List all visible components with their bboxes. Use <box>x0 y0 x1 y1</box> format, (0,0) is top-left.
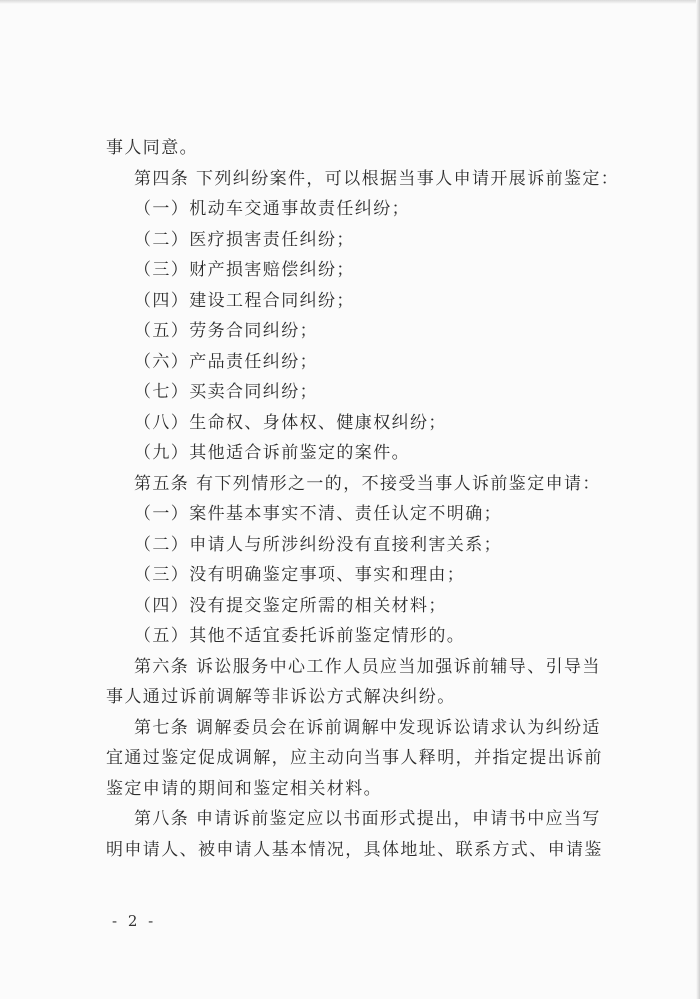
article-5-item-4: （四）没有提交鉴定所需的相关材料； <box>134 595 447 616</box>
article-4-item-6: （六）产品责任纠纷； <box>134 351 318 372</box>
article-4-item-7: （七）买卖合同纠纷； <box>134 382 318 402</box>
article-4-item-5: （五）劳务合同纠纷； <box>134 321 318 341</box>
text-line-continuation: 事人同意。 <box>106 138 198 158</box>
article-7-line-2: 宜通过鉴定促成调解，应主动向当事人释明，并指定提出诉前 <box>106 748 603 768</box>
article-5-item-5: （五）其他不适宜委托诉前鉴定情形的。 <box>134 626 466 646</box>
article-7-line-3: 鉴定申请的期间和鉴定相关材料。 <box>106 778 382 799</box>
article-4-heading: 第四条 下列纠纷案件，可以根据当事人申请开展诉前鉴定： <box>134 168 620 189</box>
article-5-heading: 第五条 有下列情形之一的，不接受当事人诉前鉴定申请： <box>134 473 601 494</box>
article-8-line-1: 第八条 申请诉前鉴定应以书面形式提出，申请书中应当写 <box>134 809 601 829</box>
article-6-line-2: 事人通过诉前调解等非诉讼方式解决纠纷。 <box>106 687 456 707</box>
article-4-item-3: （三）财产损害赔偿纠纷； <box>134 260 355 280</box>
article-6-line-1: 第六条 诉讼服务中心工作人员应当加强诉前辅导、引导当 <box>134 656 601 677</box>
page-number: - 2 - <box>112 912 157 930</box>
article-4-item-4: （四）建设工程合同纠纷； <box>134 290 355 311</box>
article-5-item-2: （二）申请人与所涉纠纷没有直接利害关系； <box>134 534 502 555</box>
article-5-item-1: （一）案件基本事实不清、责任认定不明确； <box>134 504 502 524</box>
article-4-item-1: （一）机动车交通事故责任纠纷； <box>134 199 410 219</box>
scan-edge-right <box>696 0 700 999</box>
scan-edge-top <box>0 0 700 4</box>
document-body <box>106 133 626 865</box>
article-4-item-2: （二）医疗损害责任纠纷； <box>134 229 355 250</box>
article-7-line-1: 第七条 调解委员会在诉前调解中发现诉讼请求认为纠纷适 <box>134 717 601 738</box>
article-5-item-3: （三）没有明确鉴定事项、事实和理由； <box>134 565 466 585</box>
article-4-item-9: （九）其他适合诉前鉴定的案件。 <box>134 443 410 463</box>
article-8-line-2: 明申请人、被申请人基本情况，具体地址、联系方式、申请鉴 <box>106 839 603 860</box>
article-4-item-8: （八）生命权、身体权、健康权纠纷； <box>134 412 447 433</box>
